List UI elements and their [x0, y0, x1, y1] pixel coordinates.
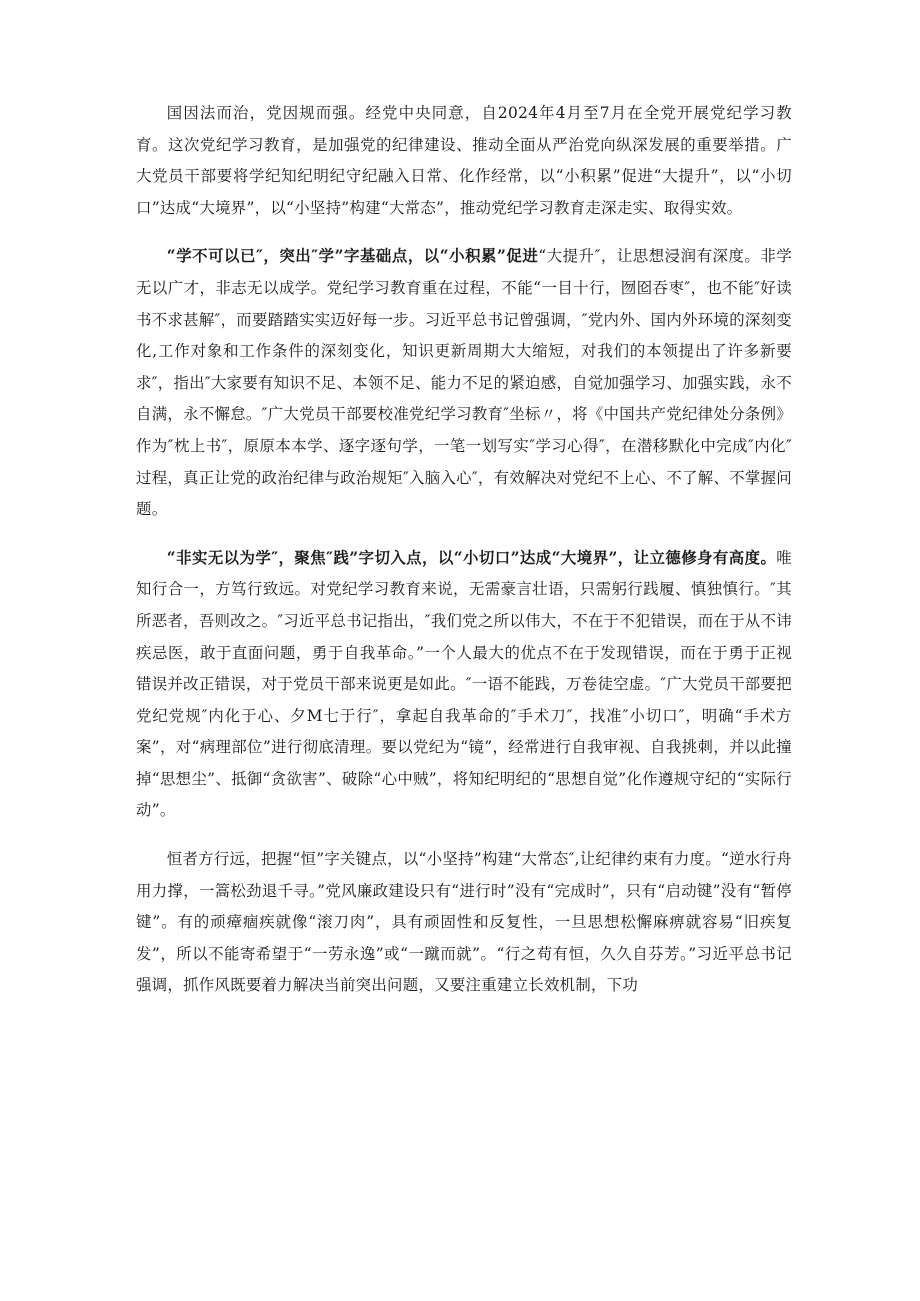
paragraph-text: 唯知行合一，方笃行致远。对党纪学习教育来说，无需豪言壮语，只需躬行践履、慎独慎行。″其所恶者，吾则改之。″习近平总书记指出，″我们党之所以伟大，不在于不犯错误，而在于从不讳疾忌医，敢于直面问题，勇于自我革命。”一个人最大的优点不在于发现错误，而在于勇于正视错误并改正错误，对于党员干部来说更是如此。″一语不能践，万卷徒空虚。″广大党员干部要把党纪党规″内化于心、夕M七于行″，拿起自我革命的″手术刀″，找准″小切口″，明确“手术方案”，对“病理部位”进行彻底清理。要以党纪为“镜”，经常进行自我审视、自我挑刺，并以此撞掉“思想尘”、抵御“贪欲害”、破除“心中贼”，将知纪明纪的“思想自觉”化作遵规守纪的“实际行动”。: [136, 548, 792, 820]
paragraph-text: 恒者方行远，把握“恒”字关键点，以“小坚持”构建“大常态″,让纪律约束有力度。“逆水行舟用力撑，一篙松劲退千寻。”党风廉政建设只有“进行时”没有“完成时”，只有“启动键”没有“暂停键”。有的顽瘴痼疾就像“滚刀肉”，具有顽固性和反复性，一旦思想松懈麻痹就容易“旧疾复发”，所以不能寄希望于“一劳永逸”或“一蹴而就”。“行之苟有恒，久久自芬芳。”习近平总书记强调，抓作风既要着力解决当前突出问题，又要注重建立长效机制，下功: [136, 850, 792, 995]
paragraph-practice: [136, 543, 792, 827]
paragraph-study: [136, 241, 792, 525]
paragraph-intro: [136, 98, 792, 224]
paragraph-text: 国因法而治，党因规而强。经党中央同意，自2024年4月至7月在全党开展党纪学习教育。这次党纪学习教育，是加强党的纪律建设、推动全面从严治党向纵深发展的重要举措。广大党员干部要将学纪知纪明纪守纪融入日常、化作经常，以“小积累”促进“大提升”，以“小切口”达成“大境界”，以“小坚持”构建“大常态”，推动党纪学习教育走深走实、取得实效。: [136, 104, 792, 217]
paragraph-persistence: [136, 844, 792, 1002]
paragraph-text: “大提升″，让思想浸润有深度。非学无以广才，非志无以成学。党纪学习教育重在过程，不能“一目十行，囫囵吞枣″，也不能″好读书不求甚解″，而要踏踏实实迈好每一步。习近平总书记曾强调，″党内外、国内外环境的深刻变化,工作对象和工作条件的深刻变化，知识更新周期大大缩短，对我们的本领提出了许多新要求″，指出″大家要有知识不足、本领不足、能力不足的紧迫感，自觉加强学习、加强实践，永不自满，永不懈怠。″广大党员干部要校准党纪学习教育″坐标〃，将《中国共产党纪律处分条例》作为″枕上书″，原原本本学、逐字逐句学，一笔一划写实″学习心得″，在潜移默化中完成″内化″过程，真正让党的政治纪律与政治规矩″入脑入心″，有效解决对党纪不上心、不了解、不掌握问题。: [136, 247, 793, 519]
paragraph-lead: “学不可以已″，突出″学”字基础点，以“小积累”促进: [166, 247, 539, 266]
paragraph-lead: “非实无以为学″，聚焦″践”字切入点，以“小切口”达成“大境界”，让立德修身有高度。: [166, 548, 777, 567]
